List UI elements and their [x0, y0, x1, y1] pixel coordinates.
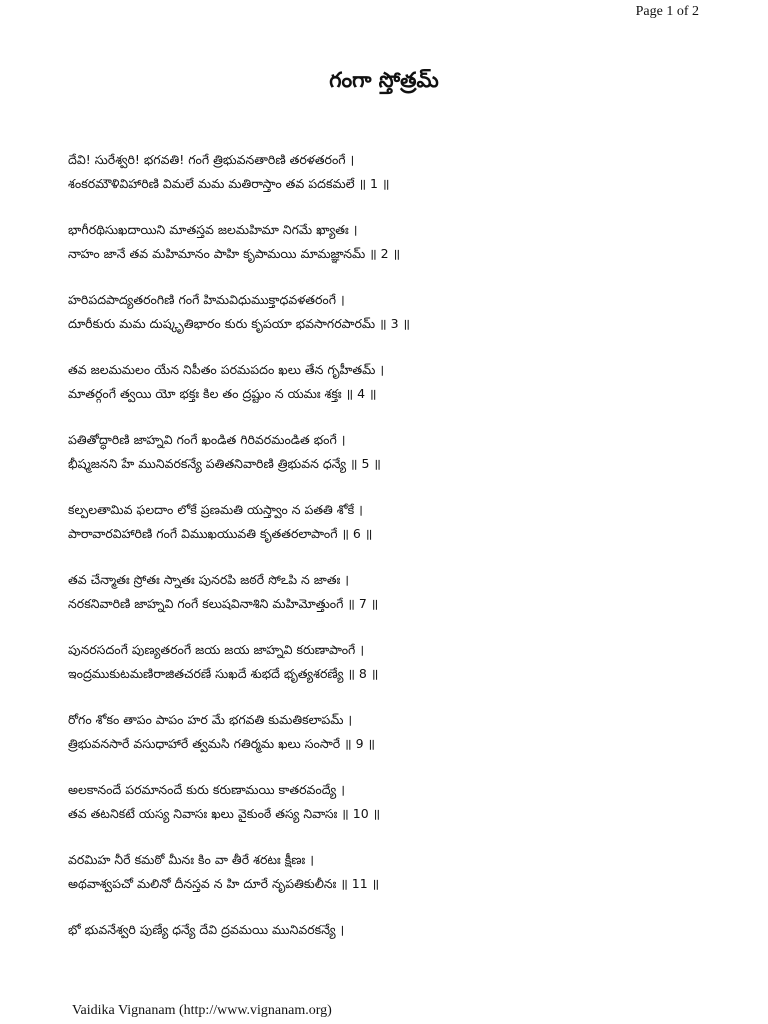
- verse-5: [68, 428, 728, 498]
- verse-line: హరిపదపాద్యతరంగిణి గంగే హిమవిధుముక్తాధవళతరంగే ।: [68, 292, 345, 307]
- verse-line: నరకనివారిణి జాహ్నవి గంగే కలుషవినాశిని మహిమోత్తుంగే ॥ 7 ॥: [68, 596, 379, 611]
- verse-line: భీష్మజనని హే మునివరకన్యే పతితనివారిణి త్రిభువన ధన్యే ॥ 5 ॥: [68, 456, 381, 471]
- verse-8: [68, 638, 728, 708]
- verse-10: [68, 778, 728, 848]
- verse-line: తవ తటనికటే యస్య నివాసః ఖలు వైకుంఠే తస్య నివాసః ॥ 10 ॥: [68, 806, 381, 821]
- verse-line: పునరసదంగే పుణ్యతరంగే జయ జయ జాహ్నవి కరుణాపాంగే ।: [68, 642, 365, 657]
- verse-line: త్రిభువనసారే వసుధాహారే త్వమసి గతిర్మమ ఖలు సంసారే ॥ 9 ॥: [68, 736, 375, 751]
- verse-line: తవ జలమమలం యేన నిపీతం పరమపదం ఖలు తేన గృహీతమ్ ।: [68, 362, 385, 377]
- verse-list: [68, 148, 728, 988]
- verse-9: [68, 708, 728, 778]
- footer-source: Vaidika Vignanam (http://www.vignanam.org): [72, 1003, 332, 1018]
- verse-line: భాగీరథిసుఖదాయిని మాతస్తవ జలమహిమా నిగమే ఖ్యాతః ।: [68, 222, 358, 237]
- verse-line: తవ చేన్మాతః స్రోతః స్నాతః పునరపి జఠరే సోఽపి న జాతః ।: [68, 572, 350, 587]
- verse-7: [68, 568, 728, 638]
- verse-line: శంకరమౌళివిహారిణి విమలే మమ మతిరాస్తాం తవ పదకమలే ॥ 1 ॥: [68, 176, 390, 191]
- verse-line: దూరీకురు మమ దుష్కృతిభారం కురు కృపయా భవసాగరపారమ్ ॥ 3 ॥: [68, 316, 411, 331]
- verse-line: దేవి! సురేశ్వరి! భగవతి! గంగే త్రిభువనతారిణి తరళతరంగే ।: [68, 152, 355, 167]
- verse-4: [68, 358, 728, 428]
- verse-line: వరమిహ నీరే కమఠో మీనః కిం వా తీరే శరటః క్షీణః ।: [68, 852, 314, 867]
- verse-line: అథవాశ్వపచో మలినో దీనస్తవ న హి దూరే నృపతికులీనః ॥ 11 ॥: [68, 876, 380, 891]
- verse-12: [68, 918, 728, 988]
- verse-11: [68, 848, 728, 918]
- verse-line: భో భువనేశ్వరి పుణ్యే ధన్యే దేవి ద్రవమయి మునివరకన్యే ।: [68, 922, 345, 937]
- verse-line: [68, 942, 728, 966]
- verse-line: మాతర్గంగే త్వయి యో భక్తః కిల తం ద్రష్టుం న యమః శక్తః ॥ 4 ॥: [68, 386, 377, 401]
- verse-line: నాహం జానే తవ మహిమానం పాహి కృపామయి మామజ్ఞానమ్ ॥ 2 ॥: [68, 246, 401, 261]
- document-title: గంగా స్తోత్రమ్: [329, 68, 439, 92]
- verse-line: పతితోద్ధారిణి జాహ్నవి గంగే ఖండిత గిరివరమండిత భంగే ।: [68, 432, 346, 447]
- verse-line: పారావారవిహారిణి గంగే విముఖయువతి కృతతరలాపాంగే ॥ 6 ॥: [68, 526, 373, 541]
- verse-1: [68, 148, 728, 218]
- verse-3: [68, 288, 728, 358]
- page-number: Page 1 of 2: [635, 4, 699, 19]
- verse-line: రోగం శోకం తాపం పాపం హర మే భగవతి కుమతికలాపమ్ ।: [68, 712, 353, 727]
- verse-2: [68, 218, 728, 288]
- verse-line: కల్పలతామివ ఫలదాం లోకే ప్రణమతి యస్త్వాం న పతతి శోకే ।: [68, 502, 363, 517]
- verse-line: అలకానందే పరమానందే కురు కరుణామయి కాతరవంద్యే ।: [68, 782, 345, 797]
- verse-line: ఇంద్రముకుటమణిరాజితచరణే సుఖదే శుభదే భృత్యశరణ్యే ॥ 8 ॥: [68, 666, 379, 681]
- verse-6: [68, 498, 728, 568]
